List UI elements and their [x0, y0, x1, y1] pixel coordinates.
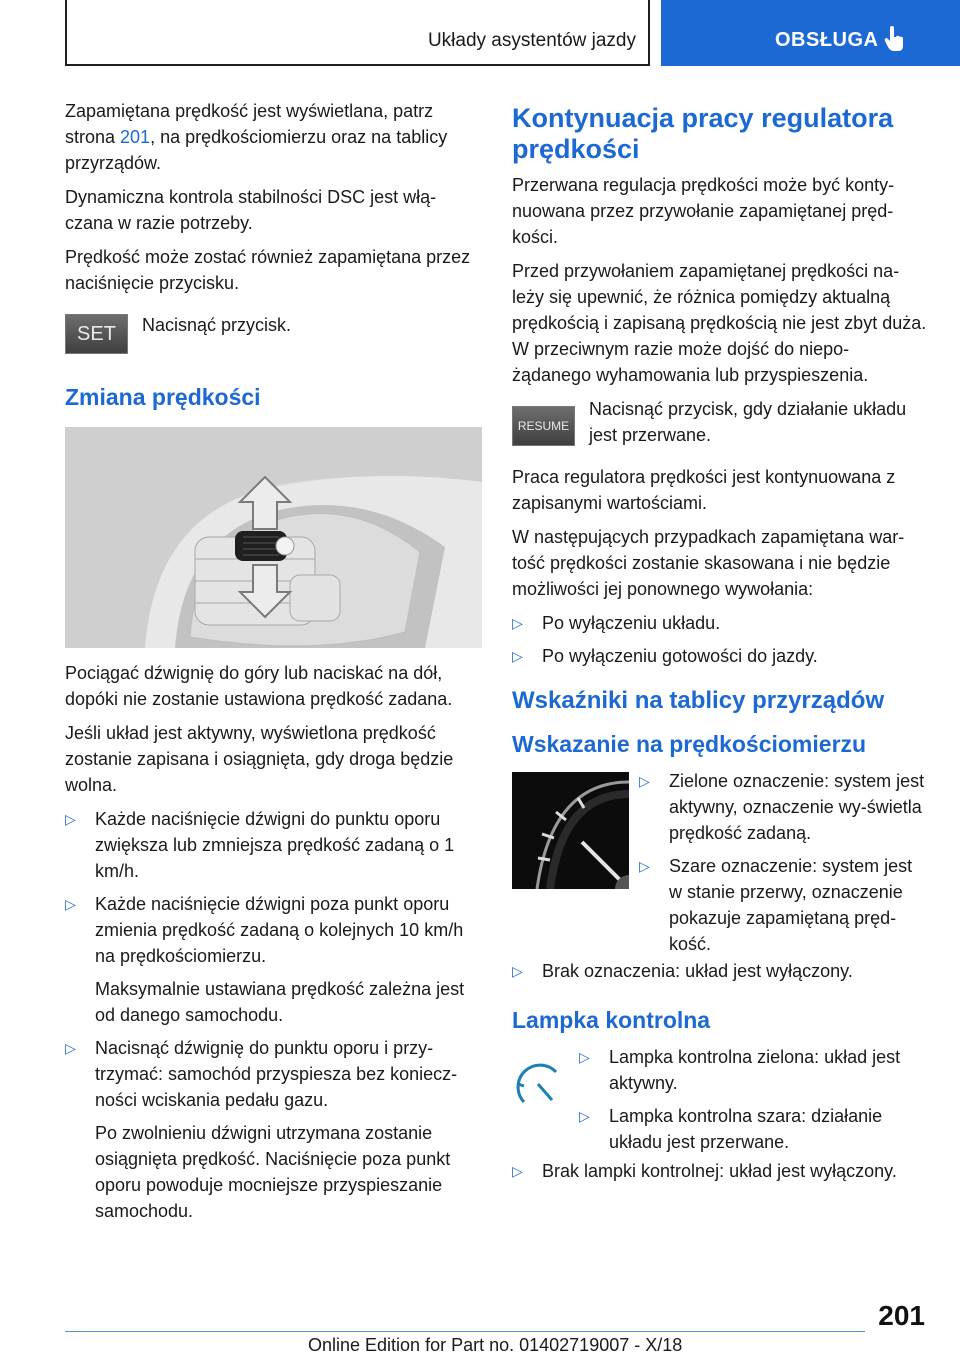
- footer-edition: Online Edition for Part no. 01402719007 - X/18: [308, 1335, 683, 1355]
- heading-speed-change: Zmiana prędkości: [65, 384, 261, 410]
- lamp-bullet-list: [579, 1044, 928, 1162]
- bullet-triangle-icon: ▷: [65, 811, 76, 827]
- paragraph-stored-speed: Zapamiętana prędkość jest wyświetlana, patrz strona 201, na prędkościomierzu oraz na tablicy przyrządów.: [65, 101, 448, 173]
- list-item: ▷ Lampka kontrolna szara: działanie układu jest przerwane.: [579, 1103, 928, 1155]
- bullet-continuation: Maksymalnie ustawiana prędkość zależna jest od danego samochodu.: [95, 979, 465, 1025]
- list-item: ▷ Zielone oznaczenie: system jest aktywny, oznaczenie wy‐świetla prędkość zadaną.: [639, 768, 928, 846]
- bullet-triangle-icon: ▷: [512, 615, 523, 631]
- list-item: ▷ Każde naciśnięcie dźwigni do punktu oporu zwiększa lub zmniejsza prędkość zadaną o 1 km/h.: [65, 806, 483, 884]
- list-item: ▷ Lampka kontrolna zielona: układ jest aktywny.: [579, 1044, 928, 1096]
- heading-continue: Kontynuacja pracy regulatora prędkości: [512, 103, 894, 164]
- list-item: ▷ Każde naciśnięcie dźwigni poza punkt oporu zmienia prędkość zadaną o kolejnych 10 km/h na prędkościomierzu.: [65, 891, 483, 969]
- bullet-triangle-icon: ▷: [512, 648, 523, 664]
- page-link[interactable]: 201: [120, 127, 151, 147]
- resume-button-row: [512, 396, 928, 458]
- resume-instruction: Nacisnąć przycisk, gdy działanie układu jest przerwane.: [589, 399, 907, 445]
- bullet-triangle-icon: ▷: [65, 1040, 76, 1056]
- header-chapter-tab[interactable]: [661, 0, 960, 66]
- set-instruction: Nacisnąć przycisk.: [142, 315, 292, 335]
- paragraph-store-button: Prędkość może zostać również zapamiętana przez naciśnięcie przycisku.: [65, 247, 471, 293]
- lamp-bullet-list-2: [512, 1158, 928, 1184]
- bullet-triangle-icon: ▷: [579, 1108, 590, 1124]
- paragraph-interrupted: Przerwana regulacja prędkości może być konty‐nuowana przez przywołanie zapamiętanej pręd‐kości.: [512, 175, 895, 247]
- header-section-title: Układy asystentów jazdy: [427, 30, 636, 51]
- heading-indicators: Wskaźniki na tablicy przyrządów: [512, 687, 885, 714]
- bullet-triangle-icon: ▷: [512, 963, 523, 979]
- list-item: ▷ Szare oznaczenie: system jest w stanie przerwy, oznaczenie pokazuje zapamiętaną pręd‐kość.: [639, 853, 928, 957]
- list-item: ▷ Brak oznaczenia: układ jest wyłączony.: [512, 958, 928, 984]
- bullet-triangle-icon: ▷: [65, 896, 76, 912]
- header-tab-label: OBSŁUGA: [775, 29, 879, 51]
- footer-divider: [65, 1331, 865, 1332]
- header-section-box: [65, 0, 650, 66]
- speedometer-bullet-list: [639, 768, 928, 964]
- list-item: ▷ Nacisnąć dźwignię do punktu oporu i przy‐trzymać: samochód przyspiesza bez koniecz‐ności wciskania pedału gazu.: [65, 1035, 483, 1113]
- lamp-block: [512, 1044, 928, 1154]
- list-item: ▷ Brak lampki kontrolnej: układ jest wyłączony.: [512, 1158, 928, 1184]
- set-button-image: SET: [65, 314, 128, 354]
- speedometer-image: [512, 772, 629, 889]
- speedometer-block: [512, 768, 928, 954]
- bullet-triangle-icon: ▷: [512, 1163, 523, 1179]
- bullet-triangle-icon: ▷: [639, 773, 650, 789]
- heading-speedometer: Wskazanie na prędkościomierzu: [512, 731, 867, 757]
- heading-lamp: Lampka kontrolna: [512, 1007, 711, 1033]
- lever-bullet-list: [65, 806, 483, 969]
- steering-wheel-controls-image: [65, 427, 482, 648]
- right-column: [512, 103, 928, 1191]
- resume-button-image: RESUME: [512, 406, 575, 446]
- left-column: [65, 98, 483, 1231]
- paragraph-dsc: Dynamiczna kontrola stabilności DSC jest włą‐czana w razie potrzeby.: [65, 187, 437, 233]
- paragraph-active: Jeśli układ jest aktywny, wyświetlona prędkość zostanie zapisana i osiągnięta, gdy droga będzie wolna.: [65, 723, 454, 795]
- bullet-triangle-icon: ▷: [579, 1049, 590, 1065]
- list-item: ▷ Po wyłączeniu gotowości do jazdy.: [512, 643, 928, 669]
- speedometer-bullet-list-2: [512, 958, 928, 984]
- paragraph-lever: Pociągać dźwignię do góry lub naciskać na dół, dopóki nie zostanie ustawiona prędkość zadana.: [65, 663, 453, 709]
- paragraph-resumed: Praca regulatora prędkości jest kontynuowana z zapisanymi wartościami.: [512, 467, 896, 513]
- set-button-row: [65, 304, 483, 370]
- delete-bullet-list: [512, 610, 928, 669]
- lever-bullet-list-2: [65, 1035, 483, 1113]
- hand-pointer-icon: [883, 26, 905, 52]
- paragraph-deleted: W następujących przypadkach zapamiętana war‐tość prędkości zostanie skasowana i nie będzie możliwości jej ponownego wywołania:: [512, 527, 905, 599]
- paragraph-warning: Przed przywołaniem zapamiętanej prędkości na‐leży się upewnić, że różnica pomiędzy aktualną prędkością i zapisaną prędkością nie jest zbyt duża. W przeciwnym razie może dojść do niepo‐żądanego wyhamowania lub przyspieszenia.: [512, 261, 927, 385]
- list-item: ▷ Po wyłączeniu układu.: [512, 610, 928, 636]
- cruise-control-gauge-icon: [516, 1062, 566, 1108]
- page-number: 201: [878, 1300, 925, 1331]
- bullet-triangle-icon: ▷: [639, 858, 650, 874]
- bullet-continuation: Po zwolnieniu dźwigni utrzymana zostanie osiągnięta prędkość. Naciśnięcie poza punkt oporu powoduje mocniejsze przyspieszanie samochodu.: [95, 1123, 451, 1221]
